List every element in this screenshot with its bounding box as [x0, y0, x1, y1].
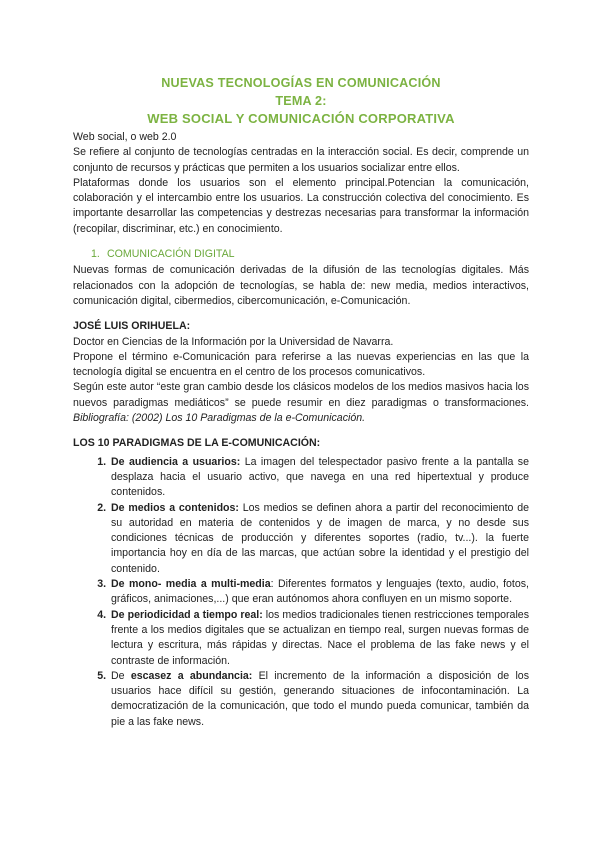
paradigm-text: El incremento de la información a disposición de los usuarios hace difícil su gestión, generando situaciones de infocontaminación. La democratización de la comunicación, que todo el mundo pueda comunicar, también da pie a las fake news. — [111, 669, 529, 728]
paradigm-text: los medios tradicionales tienen restricciones temporales frente a los medios digitales que se actualizan en tiempo real, surgen nuevas formas de lectura y escritura, más rápidas y directas. Nace el problema de las fake news y el contraste de información. — [111, 608, 529, 667]
paradigm-text: La imagen del telespectador pasivo frente a la pantalla se desplaza hacia el usuario activo, que navega en una red hipertextual y produce contenidos. — [111, 455, 529, 499]
topic-number: TEMA 2: — [275, 94, 327, 108]
course-title: NUEVAS TECNOLOGÍAS EN COMUNICACIÓN — [161, 76, 441, 90]
author-summary — [73, 380, 529, 426]
paradigm-title: escasez a abundancia: — [130, 669, 253, 682]
author-bio: Doctor en Ciencias de la Información por la Universidad de Navarra. — [73, 335, 394, 348]
paradigm-text: : Diferentes formatos y lenguajes (texto, audio, fotos, gráficos, animaciones,...) que eran autónomos ahora confluyen en un mismo soporte. — [111, 578, 529, 606]
bibliography: Bibliografía: (2002) Los 10 Paradigmas de la e-Comunicación. — [73, 412, 366, 425]
list-item — [109, 501, 529, 577]
section-heading-label: COMUNICACIÓN DIGITAL — [107, 248, 235, 261]
paradigm-text: Los medios se definen ahora a partir del reconocimiento de su autoridad en materia de contenidos y de imagen de marca, y no desde sus condiciones técnicas de producción y diferentes soportes (radio, tv...). la fuerte importancia hoy en día de las marcas, que actúan sobre la identidad y el prestigio del contenido. — [111, 501, 529, 575]
paradigms-heading: LOS 10 PARADIGMAS DE LA E-COMUNICACIÓN: — [73, 437, 321, 450]
intro-platforms: Plataformas donde los usuarios son el elemento principal.Potencian la comunicación, colaboración y el intercambio entre los usuarios. La construcción colectiva del conocimiento. Es importante desarrollar las competencias y destrezas necesarias para transformar la información (recopilar, discriminar, etc.) en conocimiento. — [73, 176, 529, 235]
section-heading — [91, 247, 529, 262]
paradigm-prefix: De — [111, 669, 131, 682]
paradigm-title: De audiencia a usuarios: — [111, 455, 241, 468]
paradigm-title: De medios a contenidos: — [111, 501, 239, 514]
list-item — [109, 608, 529, 669]
section-number: 1. — [91, 248, 100, 261]
intro-term: Web social, o web 2.0 — [73, 131, 177, 143]
paradigm-title: De mono- media a multi-media — [111, 578, 271, 591]
section-text: Nuevas formas de comunicación derivadas de la difusión de las tecnologías digitales. Más relacionados con la adopción de tecnologías, se habla de: new media, medios interactivos, comunicación digital, cibermedios, cibercomunicación, e-Comunicación. — [73, 264, 529, 307]
list-item — [109, 455, 529, 501]
paradigm-title: De periodicidad a tiempo real: — [111, 608, 263, 621]
author-heading: JOSÉ LUIS ORIHUELA: — [73, 320, 191, 333]
topic-title: WEB SOCIAL Y COMUNICACIÓN CORPORATIVA — [147, 111, 455, 126]
intro-definition: Se refiere al conjunto de tecnologías centradas en la interacción social. Es decir, comprende un conjunto de recursos y prácticas que permiten a los usuarios socializar entre ellos. — [73, 146, 529, 174]
list-item — [109, 669, 529, 730]
author-summary-text: Según este autor “este gran cambio desde los clásicos modelos de los medios masivos hacia los nuevos paradigmas mediáticos” se puede resumir en diez paradigmas o transformaciones. — [73, 381, 529, 409]
paradigms-list — [73, 455, 529, 730]
author-proposal: Propone el término e-Comunicación para referirse a las nuevas experiencias en las que la tecnología digital se encuentra en el centro de los procesos comunicativos. — [73, 350, 529, 379]
list-item — [109, 577, 529, 608]
